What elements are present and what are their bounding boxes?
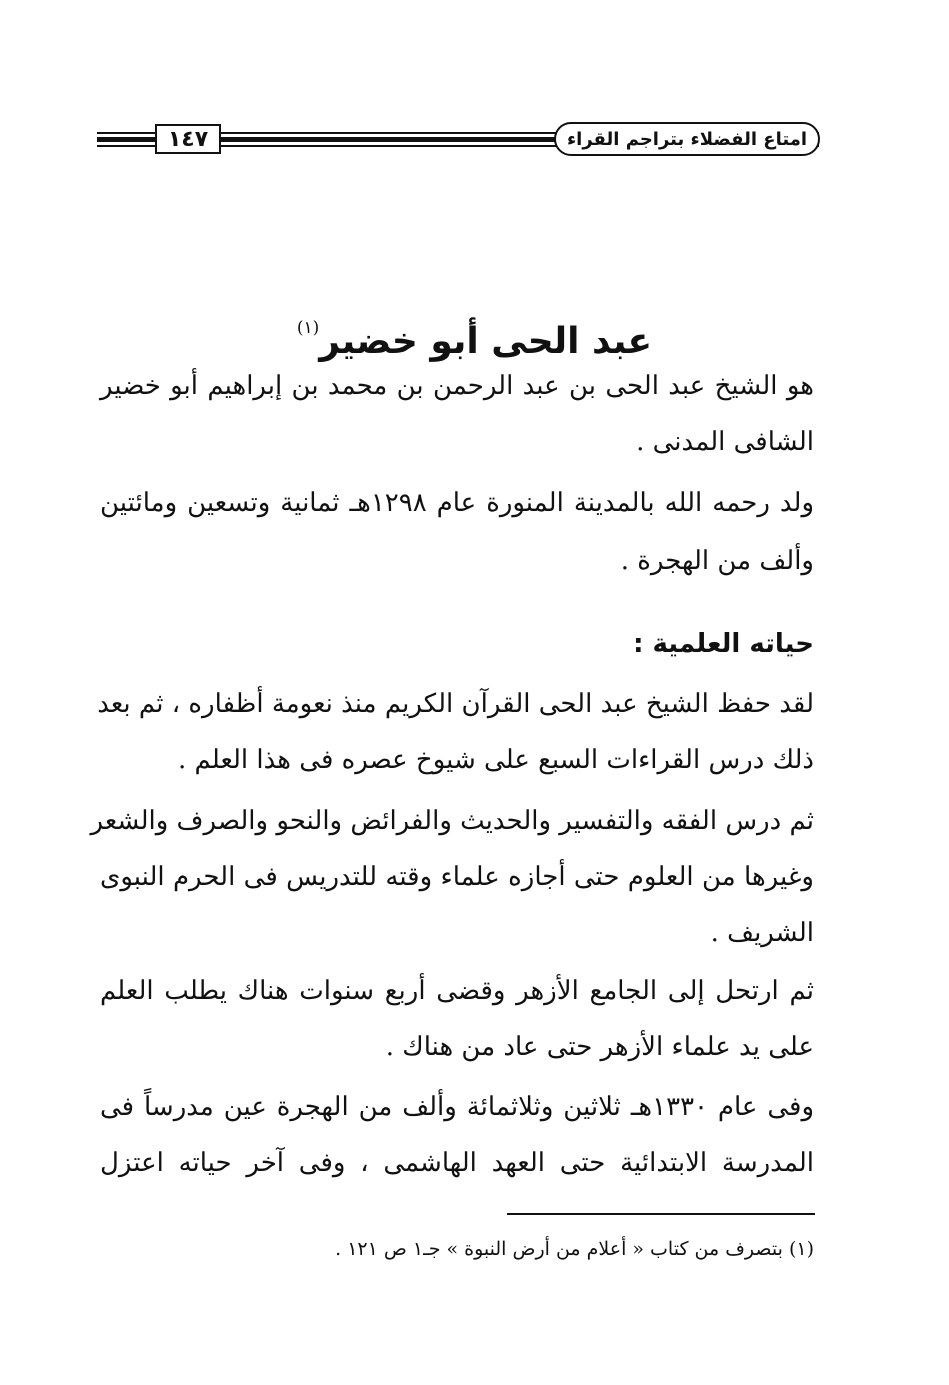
running-book-title: امتاع الفضلاء بتراجم القراء: [554, 122, 820, 156]
paragraph-1-line-2: الشافى المدنى .: [636, 427, 814, 457]
paragraph-6-line-1: وفى عام ١٣٣٠هـ ثلاثين وثلاثمائة وألف من الهجرة عين مدرساً فى: [100, 1092, 815, 1122]
paragraph-2-line-2: وألف من الهجرة .: [620, 546, 814, 576]
chapter-title-text: عبد الحى أبو خضير: [319, 321, 653, 362]
paragraph-3-line-2: ذلك درس القراءات السبع على شيوخ عصره فى هذا العلم .: [178, 745, 814, 775]
footnote-marker: (١): [296, 318, 320, 338]
paragraph-4-line-1: ثم درس الفقه والتفسير والحديث والفرائض والنحو والصرف والشعر: [90, 806, 814, 836]
paragraph-4-line-3: الشريف .: [710, 918, 814, 948]
section-heading: حياته العلمية :: [633, 629, 814, 659]
footnote-text: (١) بتصرف من كتاب « أعلام من أرض النبوة » جـ١ ص ١٢١ .: [335, 1238, 814, 1260]
paragraph-3-line-1: لقد حفظ الشيخ عبد الحى القرآن الكريم منذ نعومة أظفاره ، ثم بعد: [97, 689, 814, 719]
paragraph-4-line-2: وغيرها من العلوم حتى أجازه علماء وقته للتدريس فى الحرم النبوى: [100, 862, 814, 892]
paragraph-1-line-1: هو الشيخ عبد الحى بن عبد الرحمن بن محمد بن إبراهيم أبو خضير: [100, 371, 814, 401]
footnote-separator: [507, 1213, 815, 1215]
page-number: ١٤٧: [155, 124, 221, 154]
paragraph-6-line-2: المدرسة الابتدائية حتى العهد الهاشمى ، وفى آخر حياته اعتزل: [100, 1148, 814, 1178]
paragraph-5-line-1: ثم ارتحل إلى الجامع الأزهر وقضى أربع سنوات هناك يطلب العلم: [100, 976, 814, 1006]
paragraph-2-line-1: ولد رحمه الله بالمدينة المنورة عام ١٢٩٨هـ ثمانية وتسعين ومائتين: [100, 488, 814, 518]
chapter-title: [150, 298, 799, 362]
paragraph-5-line-2: على يد علماء الأزهر حتى عاد من هناك .: [385, 1032, 814, 1062]
